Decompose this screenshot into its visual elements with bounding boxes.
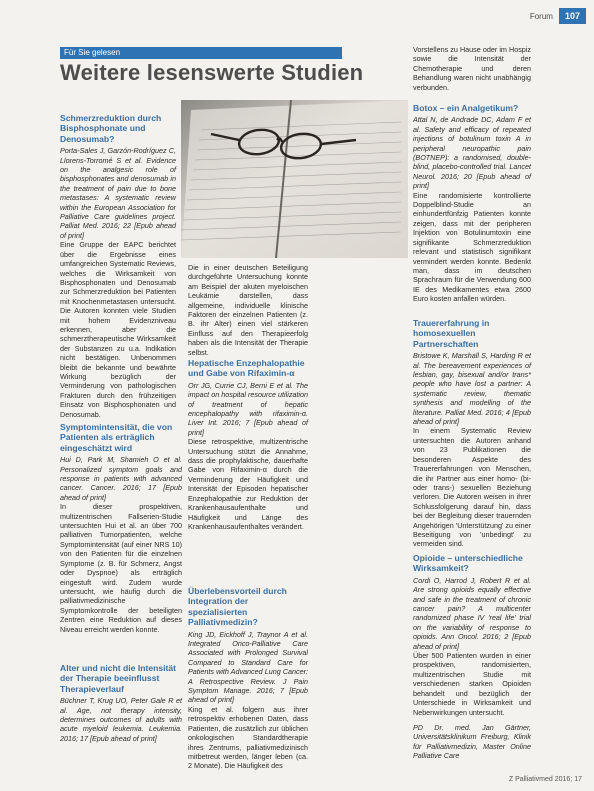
column-right xyxy=(413,103,531,304)
column-right-2 xyxy=(413,318,531,549)
author-credit: PD Dr. med. Jan Gärtner, Universitätsklinikum Freiburg, Klinik für Palliativmedizin, Master Online Palliative Care xyxy=(413,722,531,761)
column-right-top xyxy=(413,45,531,92)
photo-glasses-on-book xyxy=(181,100,408,258)
section-label: Forum xyxy=(529,11,553,21)
page-header xyxy=(530,8,586,24)
heading-opioid: Opioide – unterschiedliche Wirksamkeit? xyxy=(413,553,523,574)
heading-botox: Botox – ein Analgetikum? xyxy=(413,103,519,113)
ref-ueberleben: King JD, Eickhoff J, Traynor A et al. Integrated Onco-Palliative Care Associated with Prolonged Survival Compared to Standard Care for Patients with Advanced Lung Cancer: A Retrospective Review. J Pain Symptom Manage. 2016; 7 [Epub ahead of print] xyxy=(188,629,308,705)
column-middle-2 xyxy=(188,358,308,531)
heading-schmerz: Schmerzreduktion durch Bisphosphonate und Denosumab? xyxy=(60,113,162,144)
body-schmerz: Eine Gruppe der EAPC berichtet über die Ergebnisse eines umfangreichen Systematic Reviews, welches die Wirksamkeit von Bisphosphonaten und Denosumab zur Schmerzreduktion bei Patienten mit Knochenmetastasen untersucht. Die Autoren konnten viele Studien mit hohem Evidenzniveau erkennen, aber die schmerztherapeutische Wirksamkeit der Substanzen zu u.a. Indikation nicht bestätigen. Unbenommen bleibt die bekannte und bewährte Wirkung bezüglich der Verminderung von pathologischen Frakturen durch den frühzeitigen Einsatz von Bisphosphonaten und Denosumab. xyxy=(60,240,176,419)
body-alter: Die in einer deutschen Beteiligung durchgeführte Untersuchung konnte am Beispiel der akuten myeloischen Leukämie darstellen, dass allgemeine, individuelle klinische Faktoren der einzelnen Patienten (z. B. ihr Alter) einen viel stärkeren Einfluss auf den Therapieerfolg haben als die Intensität der Therapie selbst. xyxy=(188,263,308,357)
body-hepatisch: Diese retrospektive, multizentrische Untersuchung stützt die Annahme, dass die prophylaktische, dauerhafte Gabe von Rifaximin-α durch die Verminderung der Häufigkeit und Intensität der Episoden hepatischer Enzephalopathie zur Reduktion der Krankenhausaufenthalte und Häufigkeit und Länge des Krankenhausaufenthaltes verändert. xyxy=(188,437,308,531)
heading-alter: Alter und nicht die Intensität der Therapie beeinflusst Therapieverlauf xyxy=(60,663,177,694)
ref-hepatisch: Orr JG, Currie CJ, Berni E et al. The impact on hospital resource utilization of treatment of hepatic encephalopathy with rifaximin-α. Liver Int. 2016; 7 [Epub ahead of print] xyxy=(188,380,308,437)
rubric-bar: Für Sie gelesen xyxy=(60,47,342,59)
heading-trauer: Trauererfahrung in homosexuellen Partnerschaften xyxy=(413,318,490,349)
heading-hepatisch: Hepatische Enzephalopathie und Gabe von Rifaximin-α xyxy=(188,358,305,379)
page-number: 107 xyxy=(559,8,586,24)
column-middle-3 xyxy=(188,586,308,771)
body-trauer: In einem Systematic Review untersuchten die Autoren anhand von 23 Publikationen die besonderen Aspekte des Trauererfahrungen von Menschen, die ihr Partner aus einer homo- (bi- oder trans-) sexuellen Beziehung verloren. Die Autoren weisen in ihrer Schlussfolgerung darauf hin, dass bei der Begleitung dieser trauernden Angehörigen 'Unterstützung' zu einer Beseitigung von 'unbedingt' zu vermeiden sind. xyxy=(413,426,531,549)
page-title: Weitere lesenswerte Studien xyxy=(60,60,364,85)
column-left-2 xyxy=(60,422,182,634)
ref-symptom: Hui D, Park M, Shamieh O et al. Personalized symptom goals and response in patients with advanced cancer. Cancer. 2016; 17 [Epub ahead of print] xyxy=(60,455,182,502)
body-botox: Eine randomisierte kontrollierte Doppelblind-Studie an einhundertfünfzig Patienten konnte zeigen, dass mit der peripheren Injektion von Botulinumtoxin eine signifikante Schmerzreduktion relevant und statistisch signifikant vermindert werden konnte. Bedenkt man, dass im deutschen Sprachraum für die Verwendung 600 IE des Medikamentes etwa 2600 Euro kosten anfallen würden. xyxy=(413,190,531,304)
heading-symptom: Symptomintensität, die von Patienten als erträglich eingeschätzt wird xyxy=(60,422,173,453)
ref-alter: Büchner T, Krug UO, Peter Gale R et al. Age, not therapy intensity, determines outcomes of adults with acute myeloid leukemia. Leukemia. 2016; 17 [Epub ahead of print] xyxy=(60,696,182,743)
column-right-3 xyxy=(413,553,531,761)
ref-opioid: Cordi O, Harrod J, Robert R et al. Are strong opioids equally effective and safe in the treatment of chronic cancer pain? A multicenter randomized phase IV 'real life' trial on the variability of response to opioids. Ann Oncol. 2016; 2 [Epub ahead of print] xyxy=(413,575,531,651)
column-middle xyxy=(188,263,308,357)
journal-footer: Z Palliativmed 2016; 17 xyxy=(508,776,582,783)
column-left-3 xyxy=(60,663,182,743)
ref-trauer: Bristowe K, Marshall S, Harding R et al. The bereavement experiences of lesbian, gay, bisexual and/or trans* people who have lost a partner: A systematic review, thematic synthesis and modelling of the literature. Palliat Med. 2016; 4 [Epub ahead of print] xyxy=(413,351,531,427)
heading-ueberleben: Überlebensvorteil durch Integration der spezialisierten Palliativmedizin? xyxy=(188,586,287,628)
col3-continuation: Vorstellens zu Hause oder im Hospiz sowie die Intensität der Chemotherapie und deren Behandlung waren nicht unabhängig verbunden. xyxy=(413,45,531,92)
body-symptom: In dieser prospektiven, multizentrischen Fallserien-Studie untersuchten Hui et al. an über 700 palliativen Tumorpatienten, welche Symptomintensität (auf einer NRS 10) von den Patienten für die einzelnen Symptome (z. B. für Schmerz, Angst oder Dyspnoe) als erträglich eingestuft wird. Zudem wurde untersucht, wie häufig durch die palliativmedizinische Symptomkontrolle der beteiligten Zentren eine Reduktion auf dieses Niveau erreicht werden konnte. xyxy=(60,502,182,634)
ref-schmerz: Porta-Sales J, Garzón-Rodríguez C, Llorens-Torromé S et al. Evidence on the analgesic role of bisphosphonates and denosumab in the treatment of pain due to bone metastases: A systematic review within the European Association for Palliative Care guidelines project. Palliat Med. 2016; 22 [Epub ahead of print] xyxy=(60,146,176,240)
column-left xyxy=(60,113,176,419)
body-ueberleben: King et al. folgern aus ihrer retrospektiv erhobenen Daten, dass Patienten, die zusätzlich zur üblichen onkologischen Standardtherapie ihres Zentrums, palliativmedizinisch mitbetreut werden, länger leben (ca. 2 Monate). Die Häufigkeit des xyxy=(188,704,308,771)
ref-botox: Attal N, de Andrade DC, Adam F et al. Safety and efficacy of repeated injections of botulinum toxin A in peripheral neuropathic pain (BOTNEP): a randomised, double-blind, placebo-controlled trial. Lancet Neurol. 2016; 20 [Epub ahead of print] xyxy=(413,115,531,191)
body-opioid: Über 500 Patienten wurden in einer prospektiven, randomisierten, multizentrischen Studie mit verschiedenen starken Opioiden behandelt und bezüglich der Unterschiede in Wirksamkeit und Nebenwirkungen untersucht. xyxy=(413,651,531,717)
